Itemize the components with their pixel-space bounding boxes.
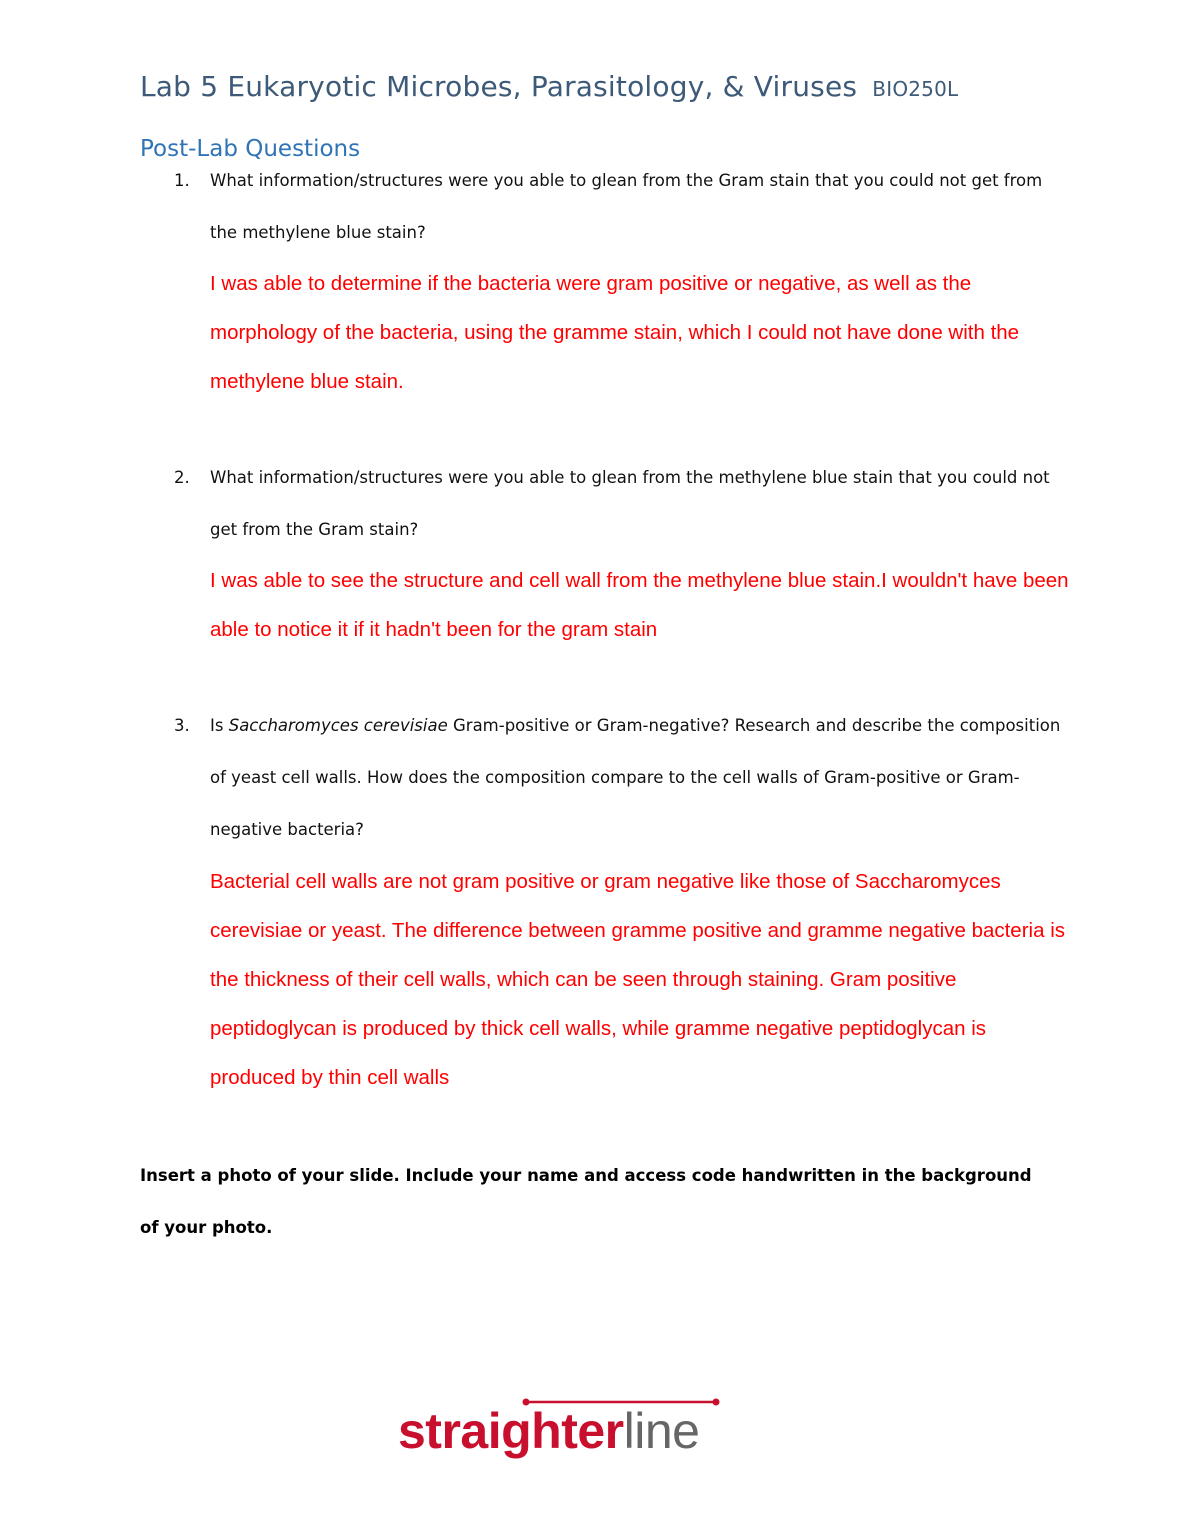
question-number: 1.	[174, 171, 190, 190]
question-number: 3.	[174, 716, 190, 735]
logo-accent-dot-right	[713, 1399, 720, 1406]
species-name: Saccharomyces cerevisiae	[228, 716, 448, 735]
svg-text:straighterline	[398, 1403, 699, 1459]
question-text-end: Gram-positive or Gram-negative? Research and describe the composition of yeast cell walls. How does the composition compare to the cell walls of Gram-positive or Gram-negative bacteria?	[210, 716, 1061, 839]
question-text-start: Is	[210, 716, 229, 735]
answer-2: I was able to see the structure and cell wall from the methylene blue stain.I wouldn't have been able to notice it if it hadn't been for the gram stain	[210, 569, 1069, 641]
question-text: What information/structures were you able to glean from the Gram stain that you could not get from the methylene blue stain?	[210, 171, 1043, 242]
question-number: 2.	[174, 468, 190, 487]
logo-text-light: line	[623, 1403, 700, 1459]
section-title: Post-Lab Questions	[140, 136, 361, 162]
logo-text-bold: straighter	[398, 1403, 624, 1459]
answer-1: I was able to determine if the bacteria were gram positive or negative, as well as the morphology of the bacteria, using the gramme stain, which I could not have done with the methylene blue stain.	[210, 272, 1020, 393]
course-code: BIO250L	[872, 77, 959, 101]
question-3	[174, 700, 1070, 856]
straighterline-logo	[398, 1392, 798, 1472]
question-1	[174, 155, 1070, 259]
lab-title: Lab 5 Eukaryotic Microbes, Parasitology, & Viruses	[140, 70, 858, 103]
photo-instruction: Insert a photo of your slide. Include your name and access code handwritten in the background of your photo.	[140, 1166, 1032, 1237]
question-2	[174, 452, 1070, 556]
document-title	[140, 70, 958, 103]
answer-3: Bacterial cell walls are not gram positive or gram negative like those of Saccharomyces cerevisiae or yeast. The difference between gramme positive and gramme negative bacteria is the thickness of their cell walls, which can be seen through staining. Gram positive peptidoglycan is produced by thick cell walls, while gramme negative peptidoglycan is produced by thin cell walls	[210, 870, 1065, 1089]
question-text: What information/structures were you able to glean from the methylene blue stain that you could not get from the Gram stain?	[210, 468, 1050, 539]
